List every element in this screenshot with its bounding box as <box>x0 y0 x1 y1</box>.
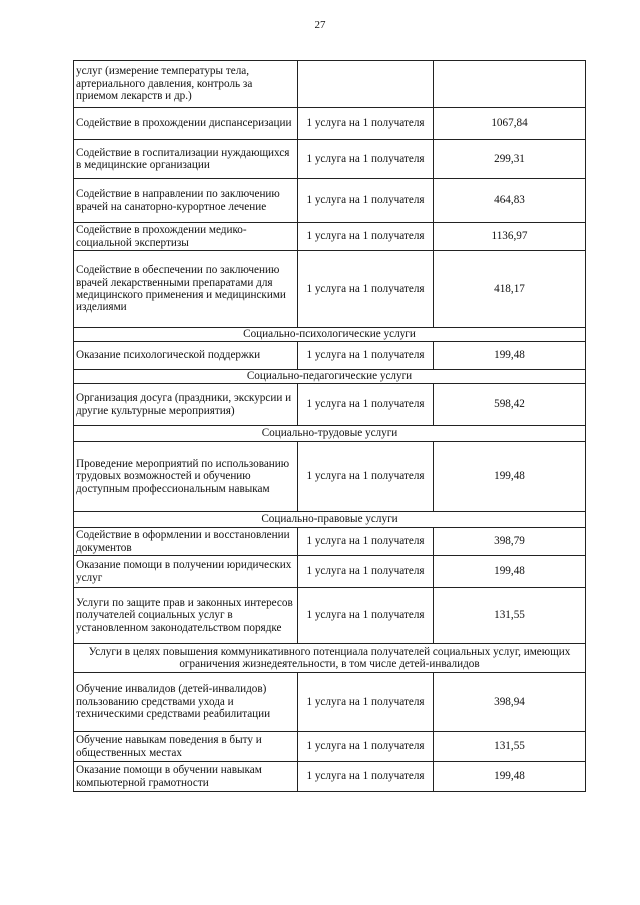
service-unit-cell: 1 услуга на 1 получателя <box>298 140 434 179</box>
table-row <box>74 528 586 556</box>
section-header-row <box>74 644 586 673</box>
service-name-cell: Оказание помощи в получении юридических услуг <box>74 556 298 588</box>
service-price-cell: 598,42 <box>434 384 586 426</box>
service-unit-cell: 1 услуга на 1 получателя <box>298 528 434 556</box>
service-name-cell: Обучение инвалидов (детей-инвалидов) пользованию средствами ухода и техническими средствами реабилитации <box>74 673 298 732</box>
service-price-cell: 199,48 <box>434 556 586 588</box>
table-row <box>74 140 586 179</box>
table-row <box>74 108 586 140</box>
service-price-cell: 299,31 <box>434 140 586 179</box>
section-header-row <box>74 328 586 342</box>
service-name-cell: Содействие в оформлении и восстановлении документов <box>74 528 298 556</box>
service-name-cell: Содействие в госпитализации нуждающихся в медицинские организации <box>74 140 298 179</box>
service-price-cell: 464,83 <box>434 179 586 223</box>
service-unit-cell: 1 услуга на 1 получателя <box>298 251 434 328</box>
service-unit-cell: 1 услуга на 1 получателя <box>298 384 434 426</box>
service-price-cell: 131,55 <box>434 732 586 762</box>
service-name-cell: Обучение навыкам поведения в быту и общественных местах <box>74 732 298 762</box>
service-unit-cell: 1 услуга на 1 получателя <box>298 588 434 644</box>
service-unit-cell: 1 услуга на 1 получателя <box>298 673 434 732</box>
service-name-cell: Услуги по защите прав и законных интересов получателей социальных услуг в установленном законодательством порядке <box>74 588 298 644</box>
section-title: Социально-психологические услуги <box>74 328 586 342</box>
table-body <box>74 61 586 792</box>
service-unit-cell: 1 услуга на 1 получателя <box>298 179 434 223</box>
section-header-row <box>74 370 586 384</box>
service-unit-cell: 1 услуга на 1 получателя <box>298 442 434 512</box>
service-name-cell: Содействие в прохождении медико-социальной экспертизы <box>74 223 298 251</box>
service-name-cell: Оказание психологической поддержки <box>74 342 298 370</box>
table-row <box>74 556 586 588</box>
service-unit-cell: 1 услуга на 1 получателя <box>298 223 434 251</box>
section-title: Услуги в целях повышения коммуникативного потенциала получателей социальных услуг, имеющих ограничения жизнедеятельности, в том числе детей-инвалидов <box>74 644 586 673</box>
section-header-row <box>74 426 586 442</box>
section-title: Социально-трудовые услуги <box>74 426 586 442</box>
service-name-cell: Организация досуга (праздники, экскурсии и другие культурные мероприятия) <box>74 384 298 426</box>
table-row <box>74 588 586 644</box>
table-row <box>74 732 586 762</box>
section-title: Социально-педагогические услуги <box>74 370 586 384</box>
page-number: 27 <box>314 19 326 31</box>
table-row <box>74 442 586 512</box>
service-unit-cell: 1 услуга на 1 получателя <box>298 556 434 588</box>
table-row <box>74 384 586 426</box>
section-title: Социально-правовые услуги <box>74 512 586 528</box>
service-unit-cell: 1 услуга на 1 получателя <box>298 108 434 140</box>
service-unit-cell <box>298 61 434 108</box>
services-price-table <box>73 60 586 792</box>
service-price-cell <box>434 61 586 108</box>
table-row <box>74 223 586 251</box>
table-row <box>74 342 586 370</box>
service-price-cell: 398,79 <box>434 528 586 556</box>
service-price-cell: 199,48 <box>434 442 586 512</box>
table-row <box>74 179 586 223</box>
service-unit-cell: 1 услуга на 1 получателя <box>298 732 434 762</box>
service-price-cell: 1136,97 <box>434 223 586 251</box>
service-name-cell: Содействие в обеспечении по заключению врачей лекарственными препаратами для медицинского применения и медицинскими изделиями <box>74 251 298 328</box>
service-name-cell: Содействие в прохождении диспансеризации <box>74 108 298 140</box>
table-row <box>74 61 586 108</box>
service-name-cell: Содействие в направлении по заключению врачей на санаторно-курортное лечение <box>74 179 298 223</box>
service-name-cell: услуг (измерение температуры тела, артериального давления, контроль за приемом лекарств и др.) <box>74 61 298 108</box>
service-price-cell: 1067,84 <box>434 108 586 140</box>
section-header-row <box>74 512 586 528</box>
service-name-cell: Оказание помощи в обучении навыкам компьютерной грамотности <box>74 762 298 792</box>
service-unit-cell: 1 услуга на 1 получателя <box>298 762 434 792</box>
table-row <box>74 673 586 732</box>
service-unit-cell: 1 услуга на 1 получателя <box>298 342 434 370</box>
table-row <box>74 762 586 792</box>
service-price-cell: 418,17 <box>434 251 586 328</box>
service-name-cell: Проведение мероприятий по использованию трудовых возможностей и обучению доступным профессиональным навыкам <box>74 442 298 512</box>
service-price-cell: 398,94 <box>434 673 586 732</box>
service-price-cell: 131,55 <box>434 588 586 644</box>
service-price-cell: 199,48 <box>434 342 586 370</box>
table-row <box>74 251 586 328</box>
service-price-cell: 199,48 <box>434 762 586 792</box>
